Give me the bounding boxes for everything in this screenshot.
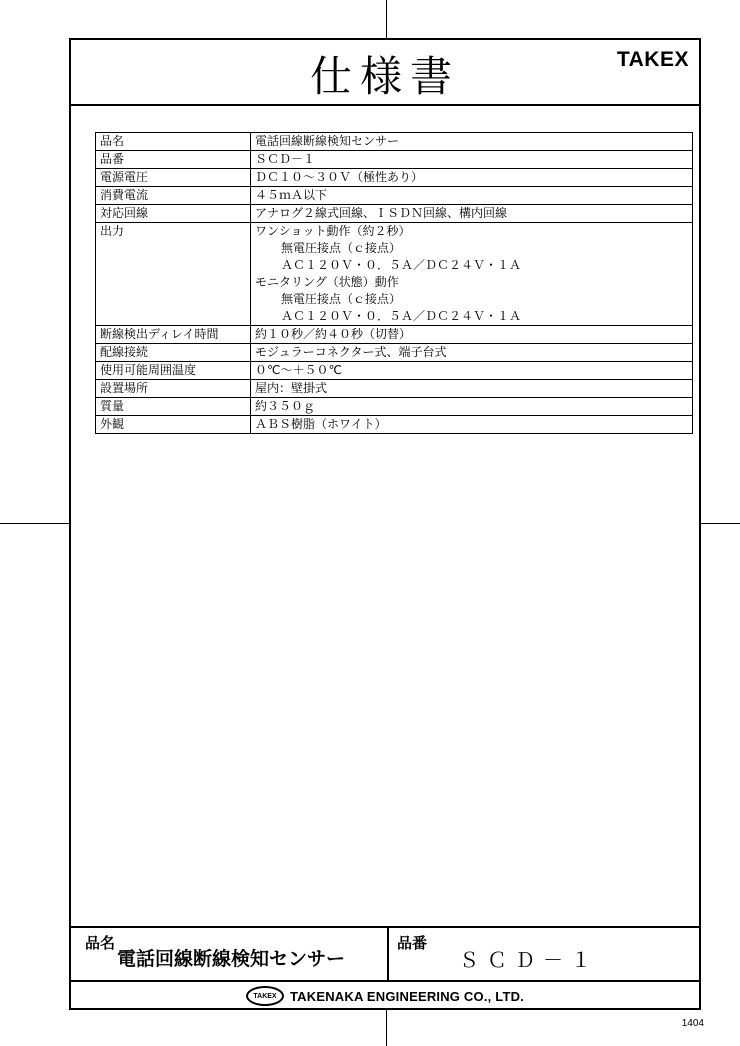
table-row xyxy=(96,169,693,187)
footer-divider xyxy=(387,928,389,982)
title-block-row xyxy=(71,928,699,982)
row-label: 品番 xyxy=(96,151,251,169)
page-title: 仕様書 xyxy=(309,52,460,101)
footer-product-name: 電話回線断線検知センサー xyxy=(117,948,346,970)
output-line: モニタリング（状態）動作 xyxy=(255,275,399,289)
table-row xyxy=(96,223,693,326)
row-value: ０℃～＋５０℃ xyxy=(251,362,693,380)
spec-table xyxy=(95,132,693,434)
row-label: 断線検出ディレイ時間 xyxy=(96,326,251,344)
row-label: 消費電流 xyxy=(96,187,251,205)
company-name: TAKENAKA ENGINEERING CO., LTD. xyxy=(290,988,524,1004)
table-row xyxy=(96,362,693,380)
row-label: 出力 xyxy=(96,223,251,326)
row-label: 外観 xyxy=(96,416,251,434)
table-row xyxy=(96,416,693,434)
row-label: 電源電圧 xyxy=(96,169,251,187)
row-value: ４５ｍＡ以下 xyxy=(251,187,693,205)
takex-logo-icon: TAKEX xyxy=(246,986,284,1006)
table-row xyxy=(96,187,693,205)
crop-mark-left xyxy=(0,523,69,524)
header-band xyxy=(71,40,699,106)
crop-mark-right xyxy=(701,523,740,524)
company-block xyxy=(71,982,699,1010)
row-label: 設置場所 xyxy=(96,380,251,398)
output-line: ＡＣ１２０Ｖ・０．５Ａ／ＤＣ２４Ｖ・１Ａ xyxy=(281,258,522,272)
output-line: ＡＣ１２０Ｖ・０．５Ａ／ＤＣ２４Ｖ・１Ａ xyxy=(281,309,522,323)
row-value: アナログ２線式回線、ＩＳＤＮ回線、構内回線 xyxy=(251,205,693,223)
table-row xyxy=(96,205,693,223)
footer-code-label: 品番 xyxy=(397,934,428,952)
row-value: 約１０秒／約４０秒（切替） xyxy=(251,326,693,344)
row-value: ＡＢＳ樹脂（ホワイト） xyxy=(251,416,693,434)
footer-product-code: ＳＣＤ－１ xyxy=(459,948,599,972)
row-label: 質量 xyxy=(96,398,251,416)
output-line: ワンショット動作（約２秒） xyxy=(255,224,411,238)
row-label: 配線接続 xyxy=(96,344,251,362)
table-row xyxy=(96,151,693,169)
row-value: 屋内：壁掛式 xyxy=(251,380,693,398)
row-value: 電話回線断線検知センサー xyxy=(251,133,693,151)
table-row xyxy=(96,326,693,344)
table-row xyxy=(96,133,693,151)
brand-logo: TAKEX xyxy=(616,48,689,71)
crop-mark-bottom xyxy=(386,1010,387,1046)
table-row xyxy=(96,380,693,398)
row-value: ＳＣＤ－１ xyxy=(251,151,693,169)
table-row xyxy=(96,398,693,416)
table-row xyxy=(96,344,693,362)
row-label: 品名 xyxy=(96,133,251,151)
row-value: 約３５０ｇ xyxy=(251,398,693,416)
document-number: 1404 xyxy=(681,1018,704,1029)
crop-mark-top xyxy=(386,0,387,38)
output-line: 無電圧接点（ｃ接点） xyxy=(281,292,402,306)
spec-sheet xyxy=(69,38,701,1010)
row-value-output xyxy=(251,223,693,326)
output-line: 無電圧接点（ｃ接点） xyxy=(281,241,402,255)
footer-name-label: 品名 xyxy=(85,934,116,952)
row-value: ＤＣ１０～３０Ｖ（極性あり） xyxy=(251,169,693,187)
title-block xyxy=(71,926,699,1010)
row-value: モジュラーコネクター式、端子台式 xyxy=(251,344,693,362)
row-label: 使用可能周囲温度 xyxy=(96,362,251,380)
row-label: 対応回線 xyxy=(96,205,251,223)
